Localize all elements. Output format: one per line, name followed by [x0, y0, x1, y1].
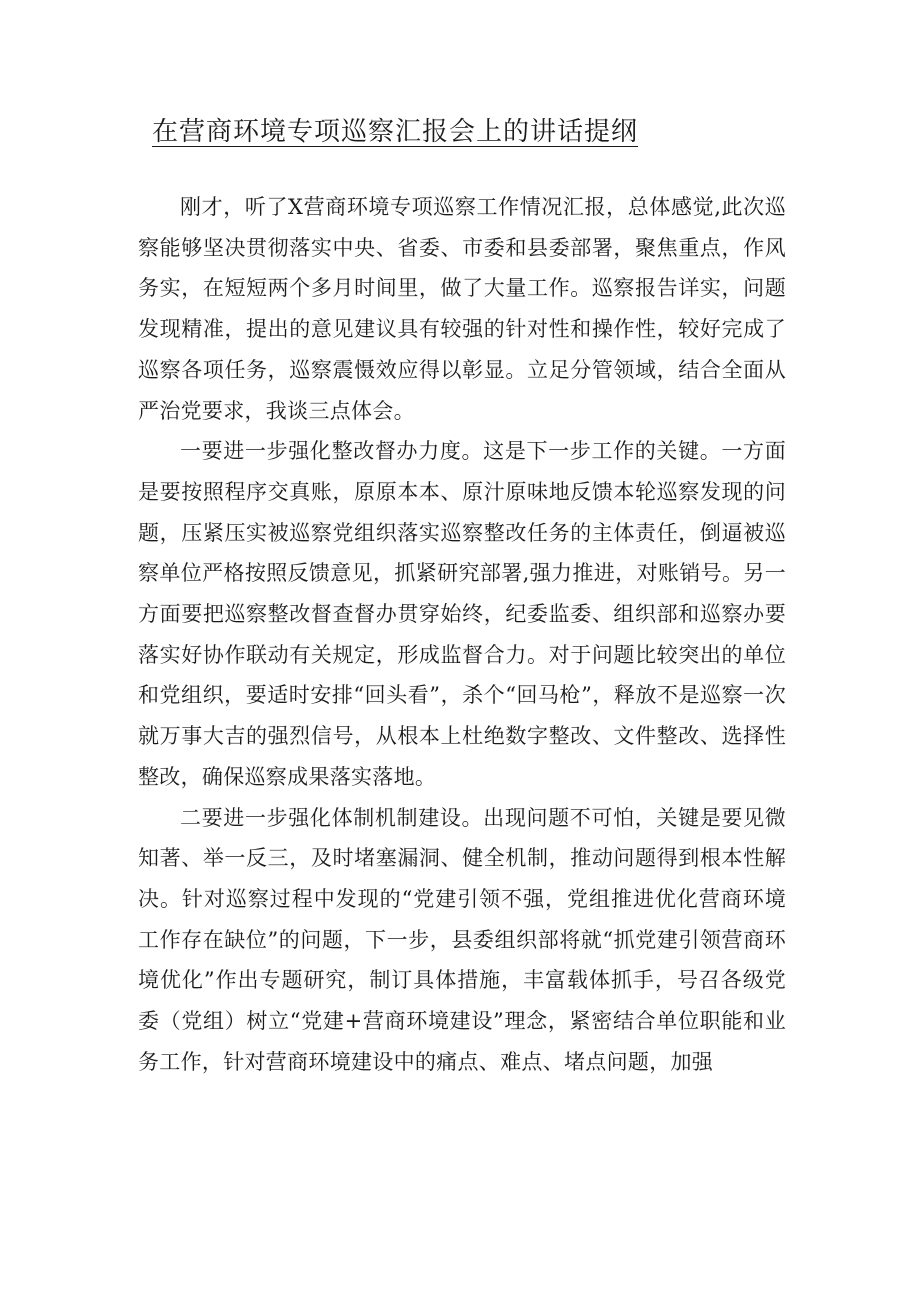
paragraph-point-one: 一要进一步强化整改督办力度。这是下一步工作的关键。一方面是要按照程序交真账，原原本本、原汁原味地反馈本轮巡察发现的问题，压紧压实被巡察党组织落实巡察整改任务的主体责任，倒逼被巡察单位严格按照反馈意见，抓紧研究部署,强力推进，对账销号。另一方面要把巡察整改督查督办贯穿始终，纪委监委、组织部和巡察办要落实好协作联动有关规定，形成监督合力。对于问题比较突出的单位和党组织，要适时安排“回头看”，杀个“回马枪”，释放不是巡察一次就万事大吉的强烈信号，从根本上杜绝数字整改、文件整改、选择性整改，确保巡察成果落实落地。: [138, 439, 786, 789]
paragraph-point-two: 二要进一步强化体制机制建设。出现问题不可怕，关键是要见微知著、举一反三，及时堵塞漏洞、健全机制，推动问题得到根本性解决。针对巡察过程中发现的“党建引领不强，党组推进优化营商环境工作存在缺位”的问题，下一步，县委组织部将就“抓党建引领营商环境优化”作出专题研究，制订具体措施，丰富载体抓手，号召各级党委（党组）树立“党建+营商环境建设”理念，紧密结合单位职能和业务工作，针对营商环境建设中的痛点、难点、堵点问题，加强: [138, 805, 786, 1074]
document-body: [138, 187, 786, 1082]
paragraph-intro: 刚才，听了X营商环境专项巡察工作情况汇报，总体感觉,此次巡察能够坚决贯彻落实中央、省委、市委和县委部署，聚焦重点，作风务实，在短短两个多月时间里，做了大量工作。巡察报告详实，问题发现精准，提出的意见建议具有较强的针对性和操作性，较好完成了巡察各项任务，巡察震慑效应得以彰显。立足分管领域，结合全面从严治党要求，我谈三点体会。: [138, 195, 786, 423]
document-title: 在营商环境专项巡察汇报会上的讲话提纲: [152, 117, 639, 147]
